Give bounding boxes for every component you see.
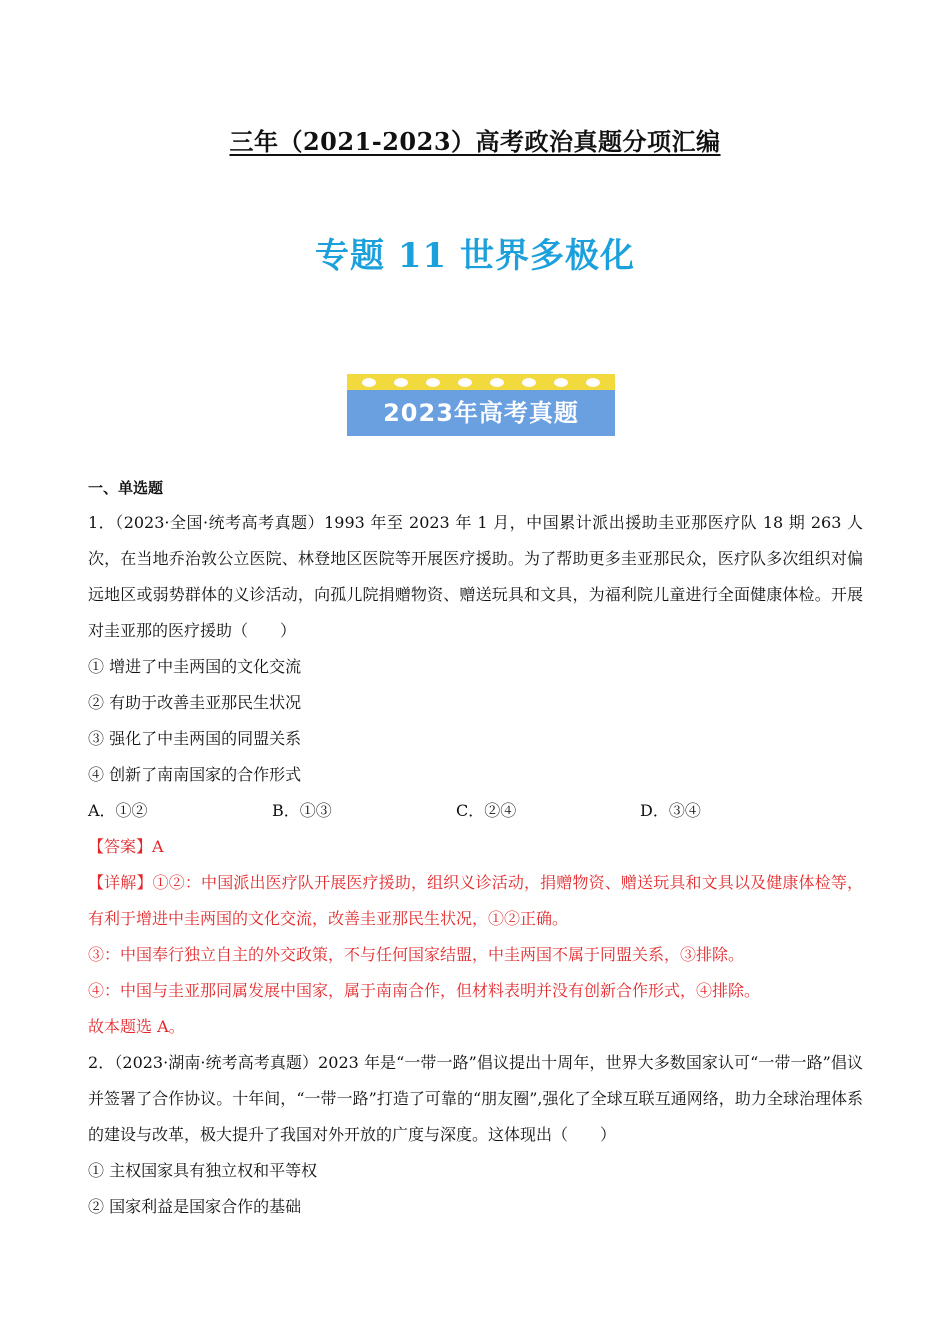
choice-item: ① 增进了中圭两国的文化交流: [88, 657, 302, 676]
analysis-paragraph: ③：中国奉行独立自主的外交政策，不与任何国家结盟，中圭两国不属于同盟关系，③排除。: [88, 945, 745, 964]
answer-options: [88, 793, 863, 829]
analysis-paragraph: ④：中国与圭亚那同属发展中国家，属于南南合作，但材料表明并没有创新合作形式，④排除。: [88, 981, 761, 1000]
banner-label: 2023年高考真题: [383, 399, 579, 427]
choice-item: ② 国家利益是国家合作的基础: [88, 1197, 302, 1216]
banner-dot-strip: [347, 374, 615, 390]
option-d: D．③④: [640, 801, 701, 820]
analysis-paragraph: 【详解】①②：中国派出医疗队开展医疗援助，组织义诊活动，捐赠物资、赠送玩具和文具以及健康体检等，有利于增进中圭两国的文化交流，改善圭亚那民生状况，①②正确。: [88, 873, 863, 928]
choice-item: ④ 创新了南南国家的合作形式: [88, 765, 302, 784]
question-list: [88, 505, 863, 1225]
option-b: B．①③: [272, 801, 332, 820]
banner-dot: [490, 378, 504, 387]
option-a: A．①②: [88, 801, 148, 820]
banner-dot: [362, 378, 376, 387]
choice-item: ① 主权国家具有独立权和平等权: [88, 1161, 318, 1180]
banner-dot: [426, 378, 440, 387]
topic-title: 专题 11 世界多极化: [315, 236, 635, 276]
section-heading: 一、单选题: [88, 479, 164, 497]
choice-item: ② 有助于改善圭亚那民生状况: [88, 693, 302, 712]
banner-dot: [586, 378, 600, 387]
banner-dot: [458, 378, 472, 387]
question-2: [88, 1045, 863, 1225]
series-title: 三年（2021-2023）高考政治真题分项汇编: [229, 127, 721, 156]
year-banner: [347, 374, 615, 436]
question-stem: 2．（2023·湖南·统考高考真题）2023 年是“一带一路”倡议提出十周年，世界大多数国家认可“一带一路”倡议并签署了合作协议。十年间，“一带一路”打造了可靠的“朋友圈”,强化了全球互联互通网络，助力全球治理体系的建设与改革，极大提升了我国对外开放的广度与深度。这体现出（ ）: [88, 1053, 863, 1144]
option-c: C．②④: [456, 801, 517, 820]
choice-item: ③ 强化了中圭两国的同盟关系: [88, 729, 302, 748]
answer-line: 【答案】A: [88, 837, 164, 856]
question-stem: 1．（2023·全国·统考高考真题）1993 年至 2023 年 1 月，中国累计派出援助圭亚那医疗队 18 期 263 人次，在当地乔治敦公立医院、林登地区医院等开展医疗援助。为了帮助更多圭亚那民众，医疗队多次组织对偏远地区或弱势群体的义诊活动，向孤儿院捐赠物资、赠送玩具和文具，为福利院儿童进行全面健康体检。开展对圭亚那的医疗援助（ ）: [88, 513, 863, 640]
banner-dot: [554, 378, 568, 387]
conclusion-line: 故本题选 A。: [88, 1017, 185, 1036]
question-1: [88, 505, 863, 1045]
banner-dot: [522, 378, 536, 387]
banner-dot: [394, 378, 408, 387]
